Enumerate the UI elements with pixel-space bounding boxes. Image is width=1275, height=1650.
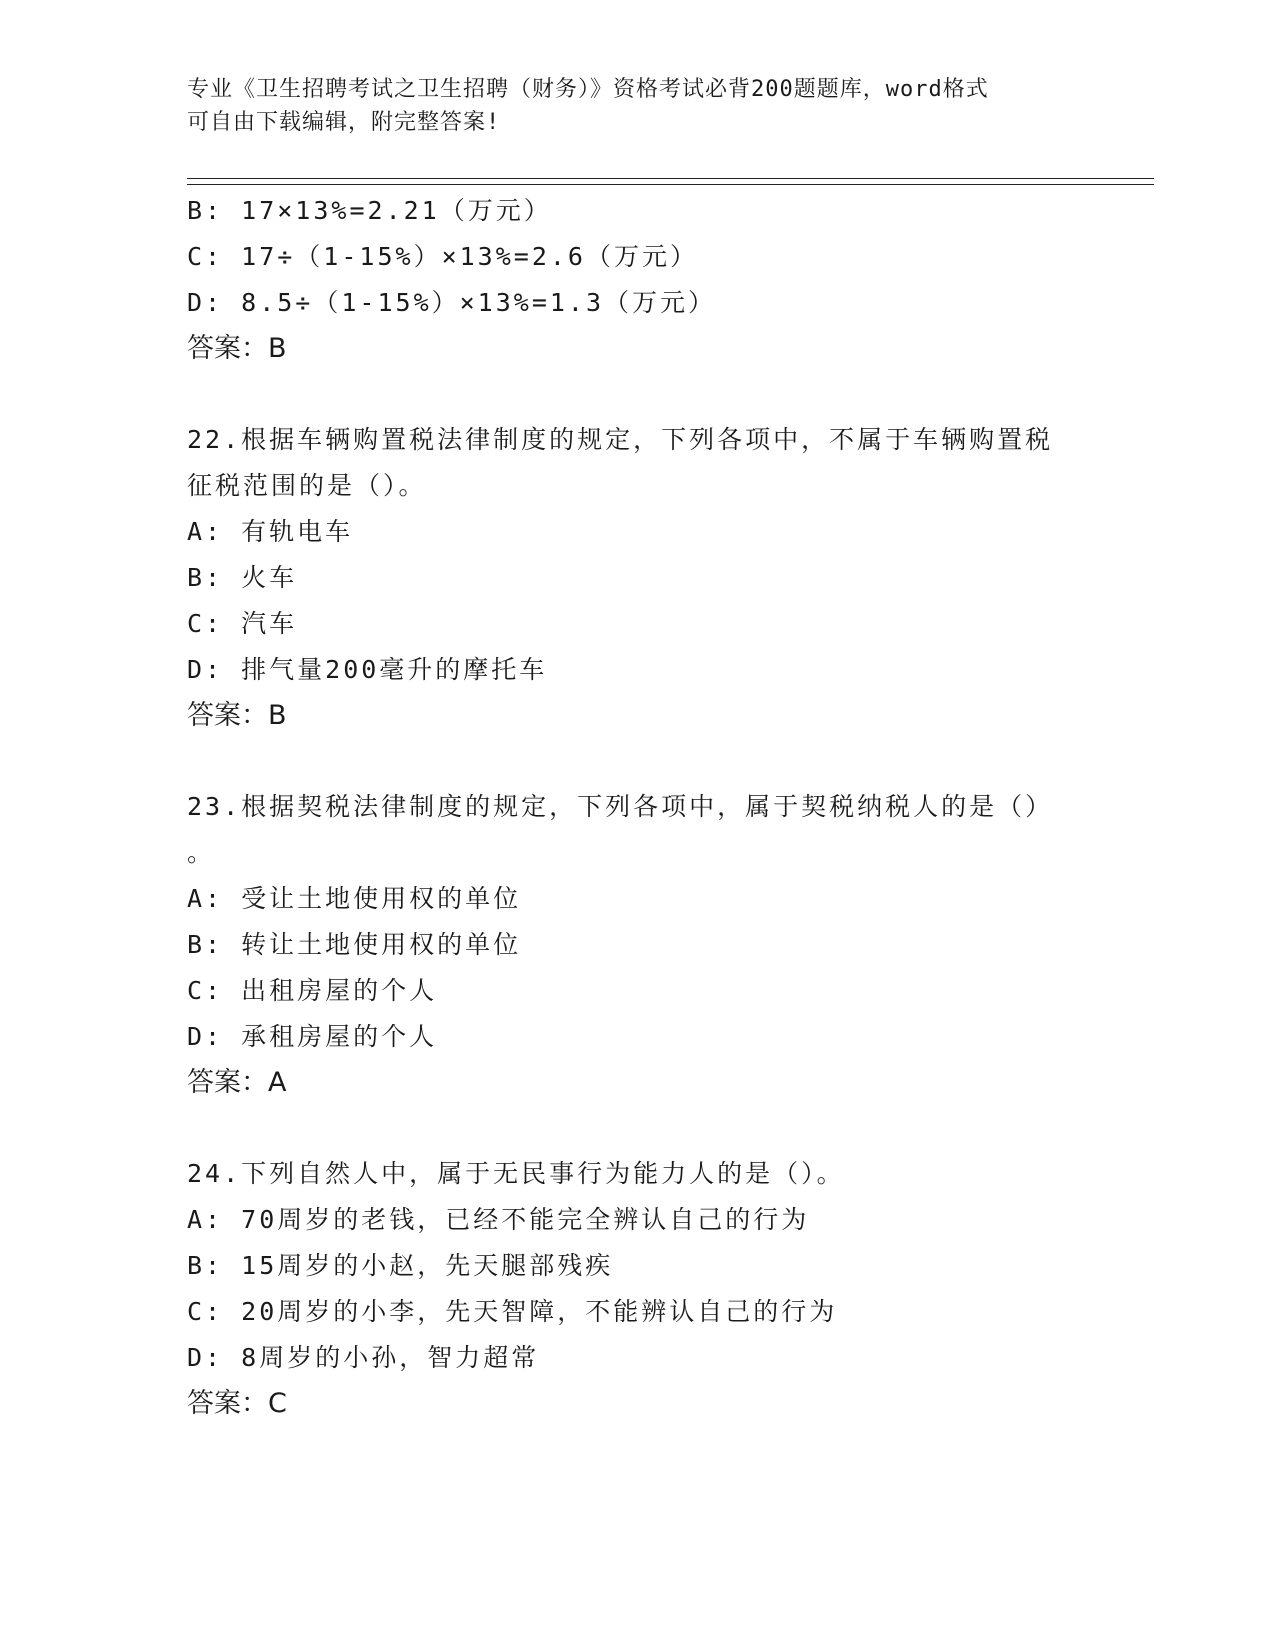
- option-line: C: 出租房屋的个人: [187, 976, 438, 1005]
- block-spacer: [187, 1106, 1087, 1151]
- question-text: 征税范围的是（）。: [187, 471, 427, 500]
- question-text: 22.根据车辆购置税法律制度的规定，下列各项中，不属于车辆购置税: [187, 425, 1054, 454]
- option-line: D: 8.5÷（1-15%）×13%=1.3（万元）: [187, 288, 717, 317]
- question-content: [187, 188, 1087, 1427]
- answer-line: 答案：C: [187, 1388, 287, 1419]
- question-block-23: [187, 784, 1087, 1106]
- option-line: A: 70周岁的老钱，已经不能完全辨认自己的行为: [187, 1205, 810, 1234]
- option-line: B: 17×13%=2.21（万元）: [187, 196, 552, 225]
- option-line: C: 20周岁的小李，先天智障，不能辨认自己的行为: [187, 1297, 838, 1326]
- option-line: D: 排气量200毫升的摩托车: [187, 655, 548, 684]
- question-text: 。: [187, 838, 216, 867]
- option-line: A: 受让土地使用权的单位: [187, 884, 522, 913]
- question-block-21: [187, 188, 1087, 372]
- option-line: B: 火车: [187, 563, 298, 592]
- question-text: 24.下列自然人中，属于无民事行为能力人的是（）。: [187, 1159, 845, 1188]
- block-spacer: [187, 372, 1087, 417]
- question-block-22: [187, 417, 1087, 739]
- answer-line: 答案：B: [187, 700, 287, 731]
- question-text: 23.根据契税法律制度的规定，下列各项中，属于契税纳税人的是（）: [187, 792, 1054, 821]
- header-title-line-1: 专业《卫生招聘考试之卫生招聘（财务）》资格考试必背200题题库，word格式: [187, 77, 989, 102]
- page-header: [187, 73, 1087, 139]
- option-line: D: 承租房屋的个人: [187, 1022, 438, 1051]
- option-line: B: 转让土地使用权的单位: [187, 930, 522, 959]
- answer-line: 答案：B: [187, 333, 287, 364]
- option-line: C: 17÷（1-15%）×13%=2.6（万元）: [187, 242, 698, 271]
- block-spacer: [187, 739, 1087, 784]
- answer-line: 答案：A: [187, 1067, 287, 1098]
- option-line: D: 8周岁的小孙，智力超常: [187, 1343, 540, 1372]
- header-title-line-2: 可自由下载编辑，附完整答案!: [187, 110, 501, 135]
- header-divider: [187, 178, 1154, 185]
- option-line: B: 15周岁的小赵，先天腿部残疾: [187, 1251, 614, 1280]
- option-line: A: 有轨电车: [187, 517, 354, 546]
- question-block-24: [187, 1151, 1087, 1427]
- option-line: C: 汽车: [187, 609, 298, 638]
